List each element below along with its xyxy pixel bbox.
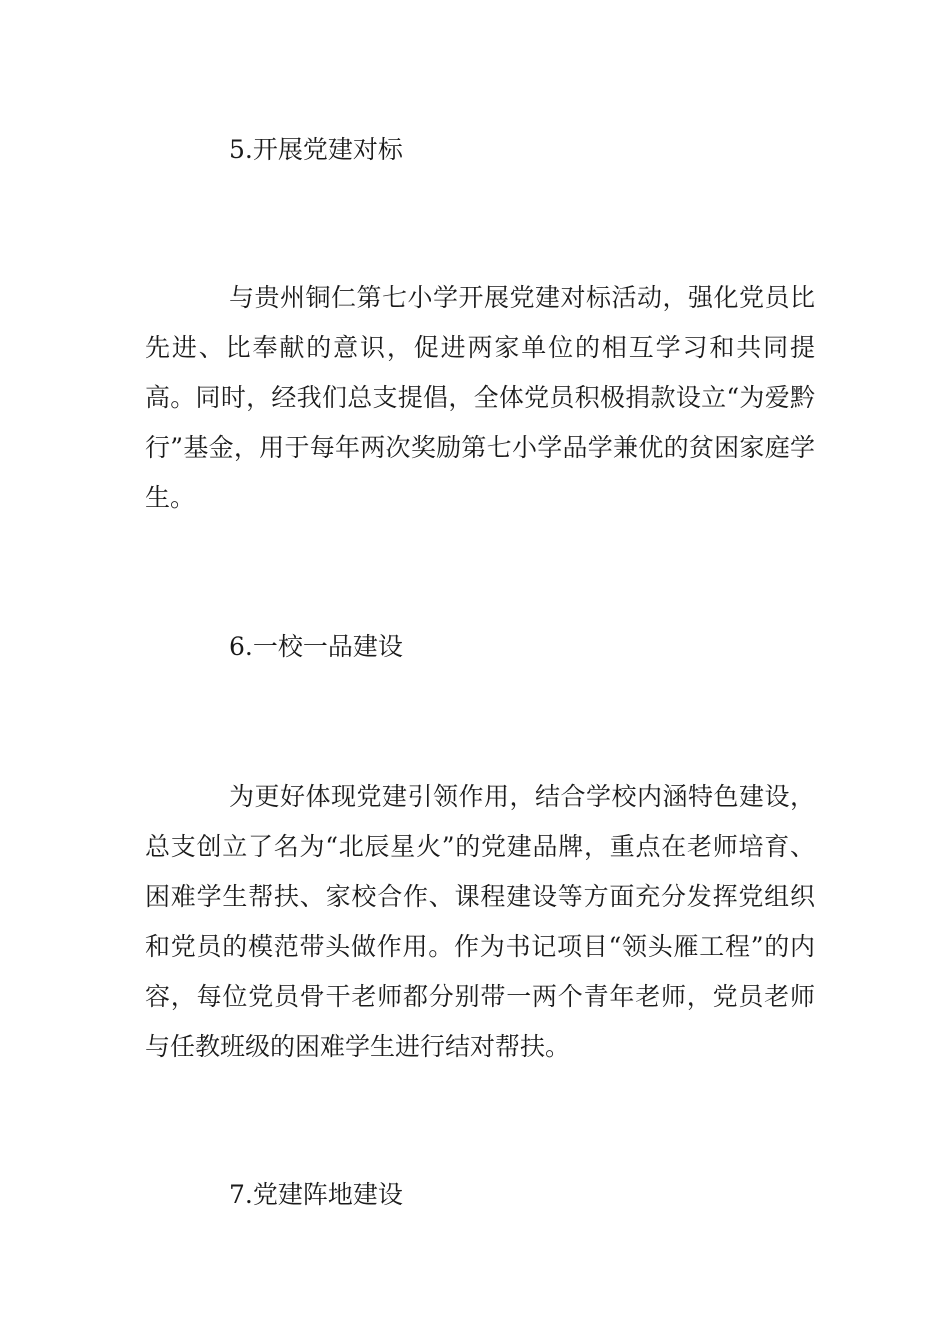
section-heading-6: 6.一校一品建设 <box>229 632 403 661</box>
section-heading-5: 5.开展党建对标 <box>229 135 403 164</box>
section-body-5: 与贵州铜仁第七小学开展党建对标活动，强化党员比先进、比奉献的意识，促进两家单位的相互学习和共同提高。同时，经我们总支提倡，全体党员积极捐款设立“为爱黔行”基金，用于每年两次奖励第七小学品学兼优的贫困家庭学生。 <box>145 283 815 512</box>
section-body-6: 为更好体现党建引领作用，结合学校内涵特色建设，总支创立了名为“北辰星火”的党建品牌，重点在老师培育、困难学生帮扶、家校合作、课程建设等方面充分发挥党组织和党员的模范带头做作用。作为书记项目“领头雁工程”的内容，每位党员骨干老师都分别带一两个青年老师，党员老师与任教班级的困难学生进行结对帮扶。 <box>145 782 815 1061</box>
section-heading-7: 7.党建阵地建设 <box>229 1180 403 1209</box>
